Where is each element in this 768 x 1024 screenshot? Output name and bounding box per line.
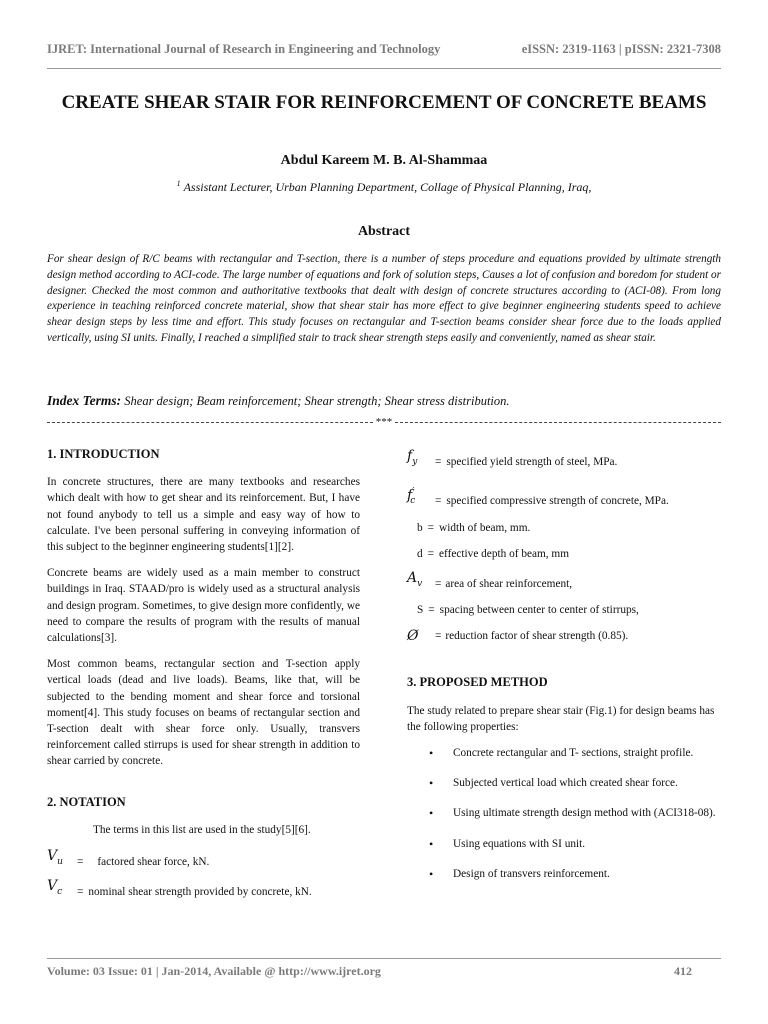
right-column [407, 448, 721, 896]
index-terms [47, 393, 721, 409]
notation-item-d: d = effective depth of beam, mm [417, 547, 570, 560]
index-terms-text: Shear design; Beam reinforcement; Shear strength; Shear stress distribution. [124, 394, 510, 408]
issn: eISSN: 2319-1163 | pISSN: 2321-7308 [521, 42, 721, 56]
paper-title: CREATE SHEAR STAIR FOR REINFORCEMENT OF CONCRETE BEAMS [61, 92, 707, 113]
running-footer [47, 964, 692, 979]
divider-dash-right [395, 422, 721, 423]
left-column [47, 446, 360, 900]
section-heading-introduction: 1. INTRODUCTION [47, 447, 160, 461]
list-item: • Using ultimate strength design method with (ACI318-08). [407, 805, 721, 821]
list-item: • Design of transvers reinforcement. [407, 866, 721, 882]
notation-item-s: S = spacing between center to center of stirrups, [417, 604, 639, 617]
list-item: • Concrete rectangular and T- sections, straight profile. [407, 745, 721, 761]
properties-list [407, 745, 721, 882]
notation-symbol-av: $A_v$ [407, 570, 423, 589]
divider-dash-left [47, 422, 373, 423]
footer-volume-info: Volume: 03 Issue: 01 | Jan-2014, Available @ http://www.ijret.org [47, 964, 381, 978]
notation-item-fy: $f_y$ = specified yield strength of steel, MPa. [407, 448, 721, 470]
list-item: • Using equations with SI unit. [407, 836, 721, 852]
notation-item-vc: $V_c$ = nominal shear strength provided by concrete, kN. [47, 878, 360, 900]
notation-symbol-fc: $f'_c$ [407, 487, 416, 507]
affiliation [0, 179, 768, 195]
notation-item-fc: $f'_c$ = specified compressive strength of concrete, MPa. [407, 484, 721, 510]
section-divider [47, 416, 721, 428]
proposed-intro: The study related to prepare shear stair (Fig.1) for design beams has the following properties: [407, 704, 715, 733]
section-heading-notation: 2. NOTATION [47, 794, 126, 809]
affiliation-text: Assistant Lecturer, Urban Planning Department, Collage of Physical Planning, Iraq, [183, 180, 592, 194]
intro-paragraph-3: Most common beams, rectangular section and T-section apply vertical loads (dead and live loads). Beams, like that, will be subjected to the bending moment and shear force and torsional moment[4]. This study focuses on beams of rectangular section and T-section dealt with shear force only. Usually, transvers reinforcement called stirrups is used for shear strength in addition to shear carried by concrete. [47, 658, 360, 768]
abstract-heading: Abstract [357, 224, 411, 239]
notation-item-vu: $V_u$ = factored shear force, kN. [47, 848, 360, 870]
running-header [47, 42, 721, 57]
divider-mark: *** [375, 416, 393, 428]
notation-desc: factored shear force, kN. [97, 855, 210, 868]
intro-paragraph-1: In concrete structures, there are many textbooks and researches which dealt with how to get shear and its reinforcement. But, I have not found anybody to tell us a simple and easy way of how to calculate. I've been personal suffering in conveying information of this subject to the beginner engineering students[1][2]. [47, 476, 360, 554]
notation-symbol-fy: $f_y$ [407, 448, 418, 467]
affiliation-marker: 1 [176, 179, 181, 188]
intro-paragraph-2: Concrete beams are widely used as a main member to construct buildings in Iraq. STAAD/pro is widely used as a structural analysis and design program. Sometimes, to give design more confidently, we need to compare the results of program with the results of manual calculations[3]. [47, 567, 361, 645]
notation-item-phi: Ø = reduction factor of shear strength (0.85). [407, 628, 629, 645]
notation-intro: The terms in this list are used in the study[5][6]. [93, 823, 311, 836]
footer-rule [47, 958, 721, 959]
section-heading-proposed-method: 3. PROPOSED METHOD [407, 675, 548, 690]
list-item: • Subjected vertical load which created shear force. [407, 775, 721, 791]
page-number: 412 [674, 964, 692, 978]
notation-symbol-vu: $V_u$ [47, 848, 63, 867]
notation-symbol-phi: Ø [407, 628, 419, 645]
header-rule [47, 68, 721, 69]
notation-item-b: b = width of beam, mm. [417, 521, 531, 534]
notation-item-av: $A_v$ = area of shear reinforcement, [407, 570, 721, 592]
author-name: Abdul Kareem M. B. Al-Shammaa [280, 153, 488, 168]
index-terms-label: Index Terms: [47, 393, 122, 408]
abstract-text: For shear design of R/C beams with rectangular and T-section, there is a number of steps procedure and equations provided by ultimate strength design method according to ACI-code. The large number of equations and fork of solution steps, Causes a lot of confusion and boredom for student or designer. Checked the most common and authoritative textbooks that dealt with design of concrete structures according to (ACI-08). From long experience in teaching reinforced concrete material, show that shear stair has more effect to give beginner engineering students speed to achieve shear design steps by less time and effort. This study focuses on rectangular and T-section beams consider shear force due to the loads applied vertically, using SI units. Finally, I reached a simplified stair to track shear strength steps easily and conveniently, named as shear stair. [47, 253, 721, 344]
notation-symbol-vc: $V_c$ [47, 878, 63, 897]
journal-name: IJRET: International Journal of Research in Engineering and Technology [47, 42, 441, 56]
notation-desc: nominal shear strength provided by concrete, kN. [88, 885, 312, 898]
